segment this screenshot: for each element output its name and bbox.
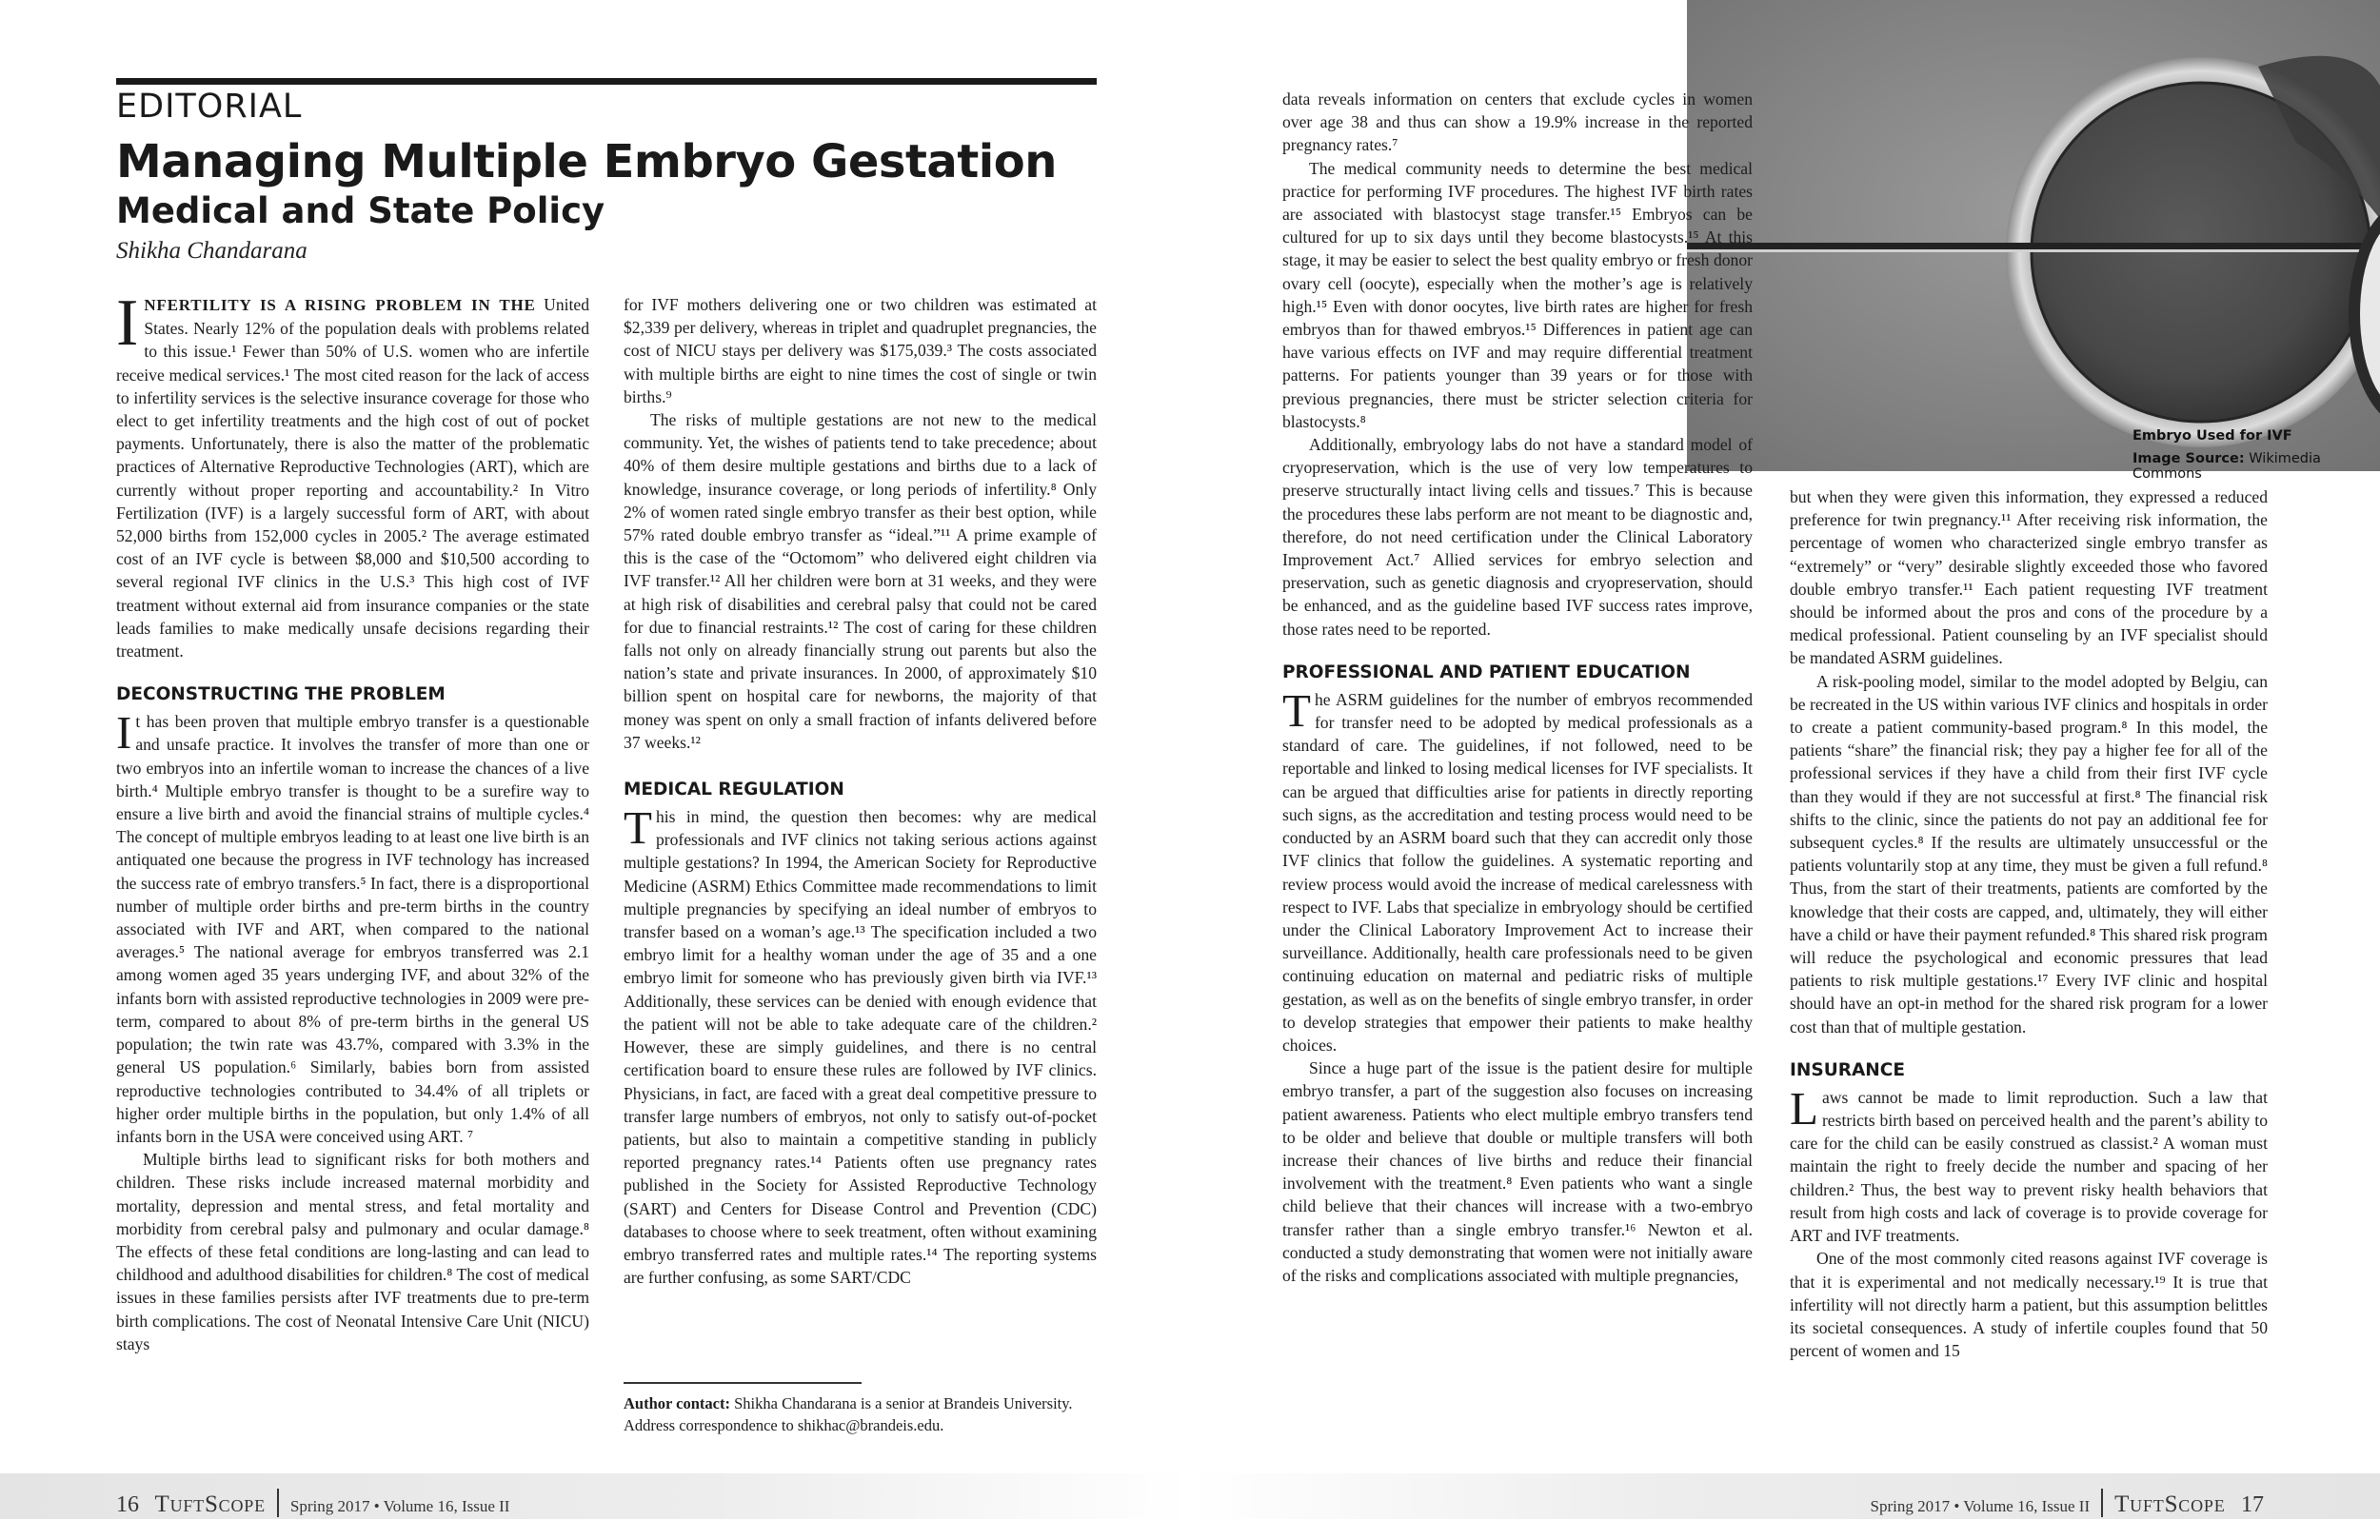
column-3: [1282, 88, 1753, 1287]
figure-source: [2132, 451, 2376, 482]
issue-info: Spring 2017 • Volume 16, Issue II: [1870, 1497, 2091, 1515]
paragraph: Since a huge part of the issue is the patient desire for multiple embryo transfer, a part of the suggestion also focuses on increasing patient awareness. Patients who elect multiple embryo transfers tend to be older and believe that double or multiple transfers will both increase their chances of live births and reduce their financial involvement with the treatment.⁸ Even patients who want a single child believe that their chances will increase with a two-embryo transfer rather than a single embryo transfer.¹⁶ Newton et al. conducted a study demonstrating that women were not initially aware of the risks and complications associated with multiple pregnancies,: [1282, 1058, 1753, 1285]
figure-source-label: Image Source:: [2132, 451, 2245, 466]
header-rule: [116, 78, 1097, 85]
heading-education: PROFESSIONAL AND PATIENT EDUCATION: [1282, 661, 1691, 682]
intro-paragraph: [116, 286, 589, 662]
footer-divider: [277, 1489, 279, 1517]
author-note-rule: [624, 1382, 862, 1384]
figure-caption: Embryo Used for IVF: [2132, 428, 2292, 444]
author-note-label: Author contact:: [624, 1394, 730, 1412]
author-note-body: Shikha Chandarana is a senior at Brandeis University. Address correspondence to shikhac@brandeis.edu.: [624, 1394, 1073, 1434]
embryo-figure: [1687, 0, 2380, 482]
drop-cap: L: [1790, 1081, 1818, 1135]
drop-cap: T: [624, 801, 652, 855]
paragraph: Multiple births lead to significant risks for both mothers and children. These risks include increased maternal morbidity and mortality, depression and mental stress, and fetal mortality and morbidity from cerebral palsy and pulmonary and ocular damage.⁸ The effects of these fetal conditions are long-lasting and can lead to childhood and adulthood disabilities for children.⁸ The cost of medical issues in these families persists after IVF treatments due to pre-term birth complications. The cost of Neonatal Intensive Care Unit (NICU) stays: [116, 1150, 589, 1353]
column-2: [624, 293, 1097, 1289]
journal-name: TuftScope: [154, 1491, 266, 1517]
paragraph-text: he ASRM guidelines for the number of embryos recommended for transfer need to be adopted by medical professionals as a standard of care. The guidelines, if not followed, need to be reportable and linked to losing medical licenses for IVF specialists. It can be argued that difficulties arise for patients in directly reporting such signs, as the accreditation and testing process would need to be conducted by an ASRM board such that they can accredit only those IVF clinics that follow the guidelines. A systematic reporting and review process would avoid the increase of medical carelessness with respect to IVF. Labs that specialize in embryology should be certified under the Clinical Laboratory Improvement Act to increase their surveillance. Additionally, health care professionals need to be given continuing education on maternal and pediatric risks of multiple gestation, as well as on the benefits of single embryo transfer, in order to develop strategies that empower their patients to make healthy choices.: [1282, 689, 1753, 1055]
intro-text: United States. Nearly 12% of the population deals with problems related to this issue.¹ Fewer than 50% of U.S. women who are infertile receive medical services.¹ The most cited reason for the lack of access to infertility services is the selective insurance coverage for those who elect to get infertility treatments and the high cost of out of pocket payments. Unfortunately, there is also the matter of the problematic practices of Alternative Reproductive Technologies (ART), which are currently without proper reporting and accountability.² In Vitro Fertilization (IVF) is a largely successful form of ART, with about 52,000 births from 152,000 cycles in 2005.² The average estimated cost of an IVF cycle is between $8,000 and $10,500 according to several regional IVF clinics in the U.S.³ This high cost of IVF treatment without external aid from insurance companies or the state leads families to make medically unsafe decisions regarding their treatment.: [116, 295, 589, 661]
paragraph: One of the most commonly cited reasons against IVF coverage is that it is experimental and not medically necessary.¹⁹ It is true that infertility will not directly harm a patient, but this assumption belittles its societal consequences. A study of infertile couples found that 50 percent of women and 15: [1790, 1249, 2268, 1361]
footer-left: [0, 1473, 1190, 1519]
footer-left-text: [116, 1483, 509, 1518]
paragraph: but when they were given this information, they expressed a reduced preference for twin pregnancy.¹¹ After receiving risk information, the percentage of women who characterized single embryo transfer as “extremely” or “very” desirable slightly exceeded those who favored double embryo transfer.¹¹ Each patient requesting IVF treatment should be informed about the pros and cons of the procedure by a medical professional. Patient counseling by an IVF specialist should be mandated ASRM guidelines.: [1790, 487, 2268, 668]
paragraph: Additionally, embryology labs do not have a standard model of cryopreservation, which is the use of very low temperatures to preserve structurally intact living cells and tissues.⁷ This is because the procedures these labs perform are not meant to be diagnostic and, therefore, do not need certification under the Clinical Laboratory Improvement Act.⁷ Allied services for embryo selection and preservation, such as genetic diagnosis and cryopreservation, should be enhanced, and as the guideline based IVF success rates improve, those rates need to be reported.: [1282, 435, 1753, 639]
paragraph: A risk-pooling model, similar to the model adopted by Belgiu, can be recreated in the US within various IVF clinics and hospitals in order to create a patient community-based program.⁸ In this model, the patients “share” the financial risk; they pay a higher fee for all of the professional services if they have a child from their first IVF cycle than they would if they are not successful at first.⁸ The financial risk shifts to the clinic, since the patients do not pay an additional fee for subsequent cycles.⁸ If the results are ultimately unsuccessful or the patients voluntarily stop at any time, they must be given a full refund.⁸ Thus, from the start of their treatments, patients are comforted by the knowledge that their costs are capped, and, ultimately, they will either have a child or have their payment refunded.⁸ This shared risk program will reduce the psychological and economic pressures that lead patients to risk multiple gestations.¹⁷ Every IVF clinic and hospital should have an opt-in method for the shared risk program for a lower cost than that of multiple gestation.: [1790, 671, 2268, 1037]
figure-source-value: Wikimedia Commons: [2132, 451, 2321, 482]
column-4: [1790, 485, 2268, 1362]
paragraph: [1282, 683, 1753, 1056]
paragraph: for IVF mothers delivering one or two children was estimated at $2,339 per delivery, whereas in triplet and quadruplet pregnancies, the cost of NICU stays per delivery was $175,039.³ The costs associated with multiple births are eight to nine times the cost of single or twin births.⁹: [624, 295, 1097, 406]
heading-deconstructing: DECONSTRUCTING THE PROBLEM: [116, 684, 446, 705]
author-note: [624, 1392, 1097, 1436]
paragraph: The medical community needs to determine the best medical practice for performing IVF procedures. The highest IVF birth rates are associated with blastocyst stage transfer.¹⁵ Embryos can be cultured for up to six days until they become blastocysts.¹⁵ At this stage, it may be easier to select the best quality embryo or fresh donor ovary cell (oocyte), especially when the mother’s age is relatively high.¹⁵ Even with donor oocytes, live birth rates are higher for fresh embryos than for thawed embryos.¹⁵ Differences in patient age can have various effects on IVF and may require differential treatment patterns. For patients younger than 39 years or for those with previous pregnancies, there must be stricter selection criteria for blastocysts.⁸: [1282, 158, 1753, 431]
footer-right-text: [1871, 1483, 2264, 1518]
article-subtitle: Medical and State Policy: [116, 190, 605, 231]
page-number: 16: [116, 1492, 139, 1517]
footer-right: [1190, 1473, 2380, 1519]
paragraph: [1790, 1081, 2268, 1247]
drop-cap: T: [1282, 683, 1311, 737]
issue-info: Spring 2017 • Volume 16, Issue II: [289, 1497, 510, 1515]
embryo-image: [1687, 0, 2380, 471]
article-author: Shikha Chandarana: [116, 238, 307, 264]
drop-cap: I: [116, 706, 132, 760]
heading-regulation: MEDICAL REGULATION: [624, 780, 844, 800]
journal-name: TuftScope: [2114, 1491, 2226, 1517]
paragraph: [116, 706, 589, 1148]
intro-lead: NFERTILITY IS A RISING PROBLEM IN THE: [144, 296, 536, 314]
column-1: [116, 286, 589, 1355]
article-title: Managing Multiple Embryo Gestation: [116, 135, 1057, 188]
footer-divider: [2101, 1489, 2103, 1517]
paragraph-text: aws cannot be made to limit reproduction. Such a law that restricts birth based on perceived health and the parent’s ability to care for the child can be easily construed as classist.² A woman must maintain the right to freely decide the number and spacing of her children.² Thus, the best way to prevent risky health behaviors that result from high costs and lack of coverage is to provide coverage for ART and IVF treatments.: [1790, 1087, 2268, 1246]
paragraph-text: t has been proven that multiple embryo transfer is a questionable and unsafe practice. It involves the transfer of more than one or two embryos into an infertile woman to increase the chances of a live birth.⁴ Multiple embryo transfer is thought to be a surefire way to ensure a live birth and avoid the financial strains of multiple cycles.⁴ The concept of multiple embryos leading to at least one live birth is an antiquated one because the progress in IVF technology has increased the success rate of embryo transfers.⁵ In fact, there is a disproportional number of multiple order births and pre-term births in the country associated with IVF and ART, when compared to the national averages.⁵ The national average for embryos transferred was 2.1 among women aged 35 years underging IVF, and about 32% of the infants born with assisted reproductive technologies in 2009 were pre-term, compared to about 8% of pre-term births in the general US population; the twin rate was 43.7%, compared with 3.3% in the general US population.⁶ Similarly, babies born from assisted reproductive technologies contributed to 34.4% of all triplets or higher order multiple births in the population, but only 1.4% of all infants born in the USA were conceived using ART. ⁷: [116, 712, 589, 1146]
heading-insurance: INSURANCE: [1790, 1059, 1905, 1080]
paragraph: data reveals information on centers that exclude cycles in women over age 38 and thus can show a 19.9% increase in the reported pregnancy rates.⁷: [1282, 89, 1753, 155]
drop-cap: I: [116, 286, 139, 360]
paragraph-text: his in mind, the question then becomes: why are medical professionals and IVF clinics not taking serious actions against multiple gestations? In 1994, the American Society for Reproductive Medicine (ASRM) Ethics Committee made recommendations to limit multiple pregnancies by specifying an ideal number of embryos to transfer based on a woman’s age.¹³ The specification included a two embryo limit for a healthy woman under the age of 35 and a one embryo limit for someone who has previously given birth via IVF.¹³ Additionally, these services can be denied with enough evidence that the patient will not be able to take adequate care of the children.² However, these are simply guidelines, and there is no central certification board to ensure these rules are followed by IVF clinics. Physicians, in fact, are faced with a great deal competitive pressure to transfer large numbers of embryos, not only to satisfy out-of-pocket patients, but also to maintain a competitive standing in publicly reported pregnancy rates.¹⁴ Patients often use pregnancy rates published in the Society for Assisted Reproductive Technology (SART) and Centers for Disease Control and Prevention (CDC) databases to choose where to seek treatment, often without examining embryo transferred rates and multiple rates.¹⁴ The reporting systems are further confusing, as some SART/CDC: [624, 807, 1097, 1288]
paragraph: The risks of multiple gestations are not new to the medical community. Yet, the wishes of patients tend to take precedence; about 40% of them desire multiple gestations and births due to a lack of knowledge, insurance coverage, or long periods of infertility.⁸ Only 2% of women rated single embryo transfer as their best option, while 57% rated double embryo transfer as “ideal.”¹¹ A prime example of this is the case of the “Octomom” who delivered eight children via IVF transfer.¹² All her children were born at 31 weeks, and they were at high risk of disabilities and cerebral palsy that could not be cared for due to financial restraints.¹² The cost of caring for these children falls not only on already financially strung out parents but also the nation’s state and private insurances. In 2000, of approximately $10 billion spent on hospital care for newborns, the majority of that money was spent on only a small fraction of infants delivered before 37 weeks.¹²: [624, 410, 1097, 752]
page-number: 17: [2241, 1492, 2264, 1517]
section-label: EDITORIAL: [116, 88, 303, 126]
paragraph: [624, 801, 1097, 1289]
